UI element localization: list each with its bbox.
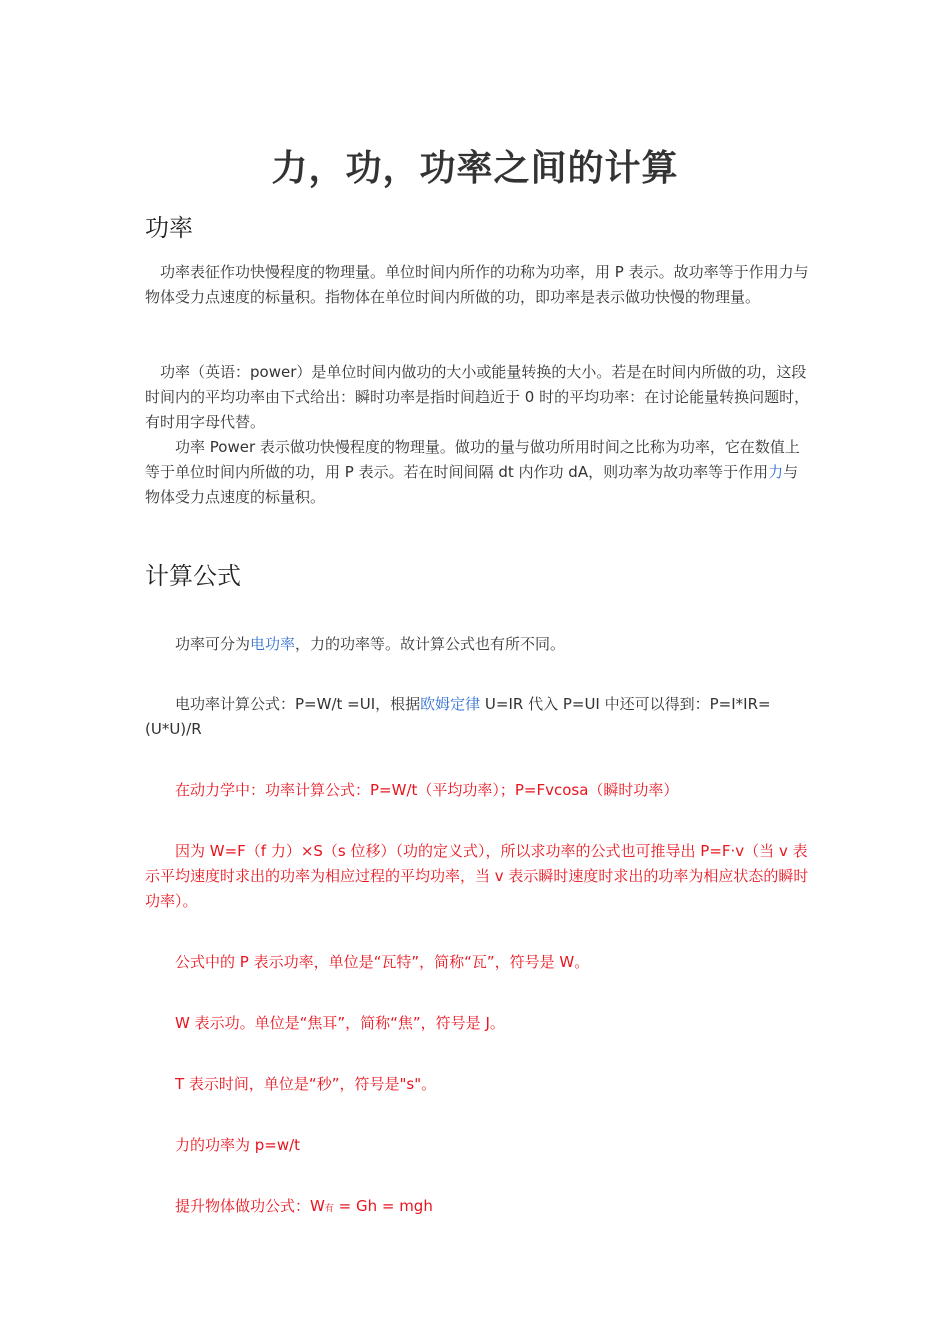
- paragraph-power-english: 功率（英语：power）是单位时间内做功的大小或能量转换的大小。若是在时间内所做的功，这段时间内的平均功率由下式给出：瞬时功率是指时间趋近于 0 时的平均功率：在讨论能量转换问题时，有时用字母代替。: [145, 363, 810, 431]
- paragraph-text: = Gh = mgh: [333, 1197, 433, 1215]
- subscript-useful: 有: [324, 1204, 334, 1214]
- paragraph-lift-work: [145, 1194, 810, 1222]
- paragraph-text: 电功率计算公式：P=W/t =UI，根据: [145, 695, 421, 713]
- paragraph-unit-second: T 表示时间，单位是“秒”，符号是"s"。: [145, 1075, 437, 1093]
- paragraph-text: ，力的功率等。故计算公式也有所不同。: [295, 635, 566, 653]
- paragraph-unit-watt: 公式中的 P 表示功率，单位是“瓦特”，简称“瓦”，符号是 W。: [145, 953, 590, 971]
- section-heading-power: 功率: [145, 214, 193, 242]
- paragraph-text: 功率 Power 表示做功快慢程度的物理量。做功的量与做功所用时间之比称为功率，它在数值上等于单位时间内所做的功，用 P 表示。若在时间间隔 dt 内作功 dA，则功率为故功率等于作用: [145, 438, 800, 481]
- paragraph-force-power: 力的功率为 p=w/t: [145, 1136, 301, 1154]
- page-title: 力，功，功率之间的计算: [271, 148, 679, 189]
- paragraph-power-types: [145, 632, 810, 657]
- paragraph-text: U=IR 代入 P=UI 中还可以得到：P=I*IR=(U*U)/R: [145, 695, 771, 738]
- paragraph-unit-joule: W 表示功。单位是“焦耳”，简称“焦”，符号是 J。: [145, 1014, 505, 1032]
- paragraph-power-quantity: [145, 435, 810, 510]
- paragraph-power-definition: 功率表征作功快慢程度的物理量。单位时间内所作的功称为功率，用 P 表示。故功率等于作用力与物体受力点速度的标量积。指物体在单位时间内所做的功，即功率是表示做功快慢的物理量。: [145, 263, 809, 306]
- ohms-law-link[interactable]: 欧姆定律: [420, 695, 481, 713]
- paragraph-force-velocity: 因为 W=F（f 力）×S（s 位移）（功的定义式），所以求功率的公式也可推导出 P=F·v（当 v 表示平均速度时求出的功率为相应过程的平均功率，当 v 表示瞬时速度时求出的功率为相应状态的瞬时功率）。: [145, 842, 809, 910]
- paragraph-text: 与物体受力点速度的标量积。: [145, 463, 799, 506]
- electric-power-link[interactable]: 电功率: [250, 635, 296, 653]
- paragraph-text: 功率可分为: [145, 635, 251, 653]
- paragraph-electric-power-formula: [145, 692, 810, 742]
- force-link[interactable]: 力: [768, 463, 784, 481]
- section-heading-formulas: 计算公式: [145, 562, 241, 590]
- paragraph-text: 提升物体做功公式：W: [145, 1197, 325, 1215]
- paragraph-dynamics-formula: 在动力学中：功率计算公式：P=W/t（平均功率）；P=Fvcosa（瞬时功率）: [145, 781, 679, 799]
